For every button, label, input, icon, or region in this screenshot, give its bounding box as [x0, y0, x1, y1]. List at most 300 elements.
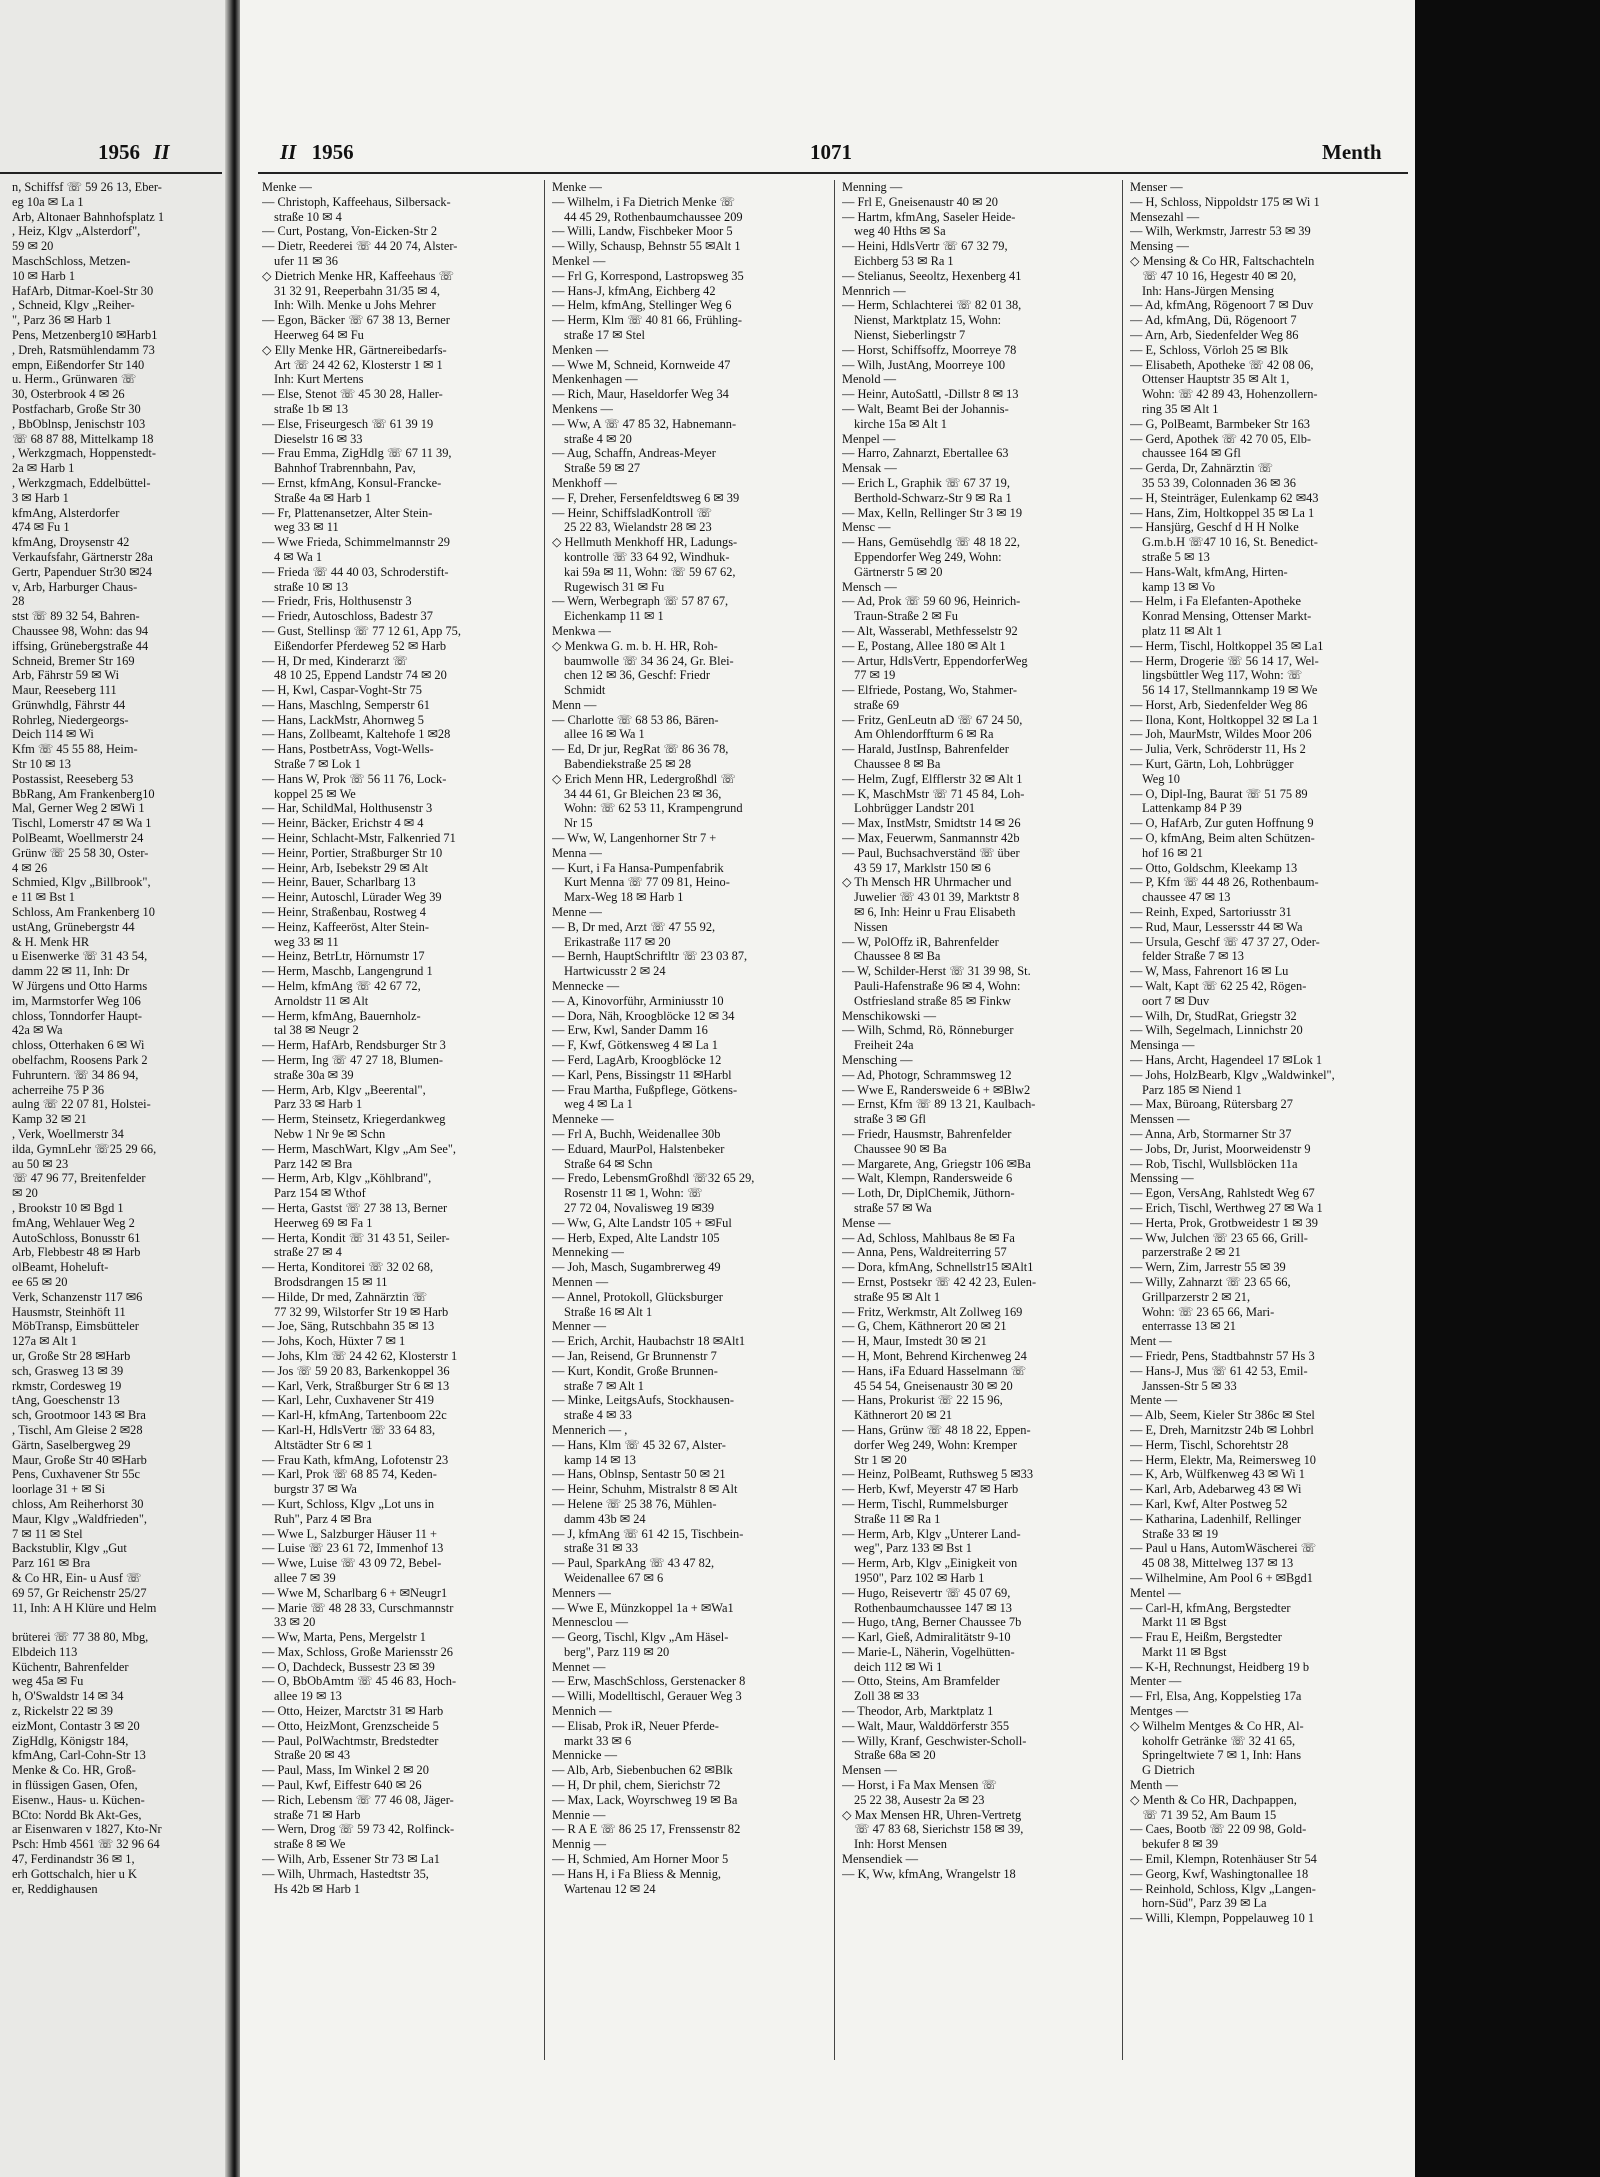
directory-entry-line: kfmAng, Droysenstr 42: [12, 535, 130, 550]
directory-entry-line: — Helm, kfmAng ☏ 42 67 72,: [262, 979, 421, 994]
directory-entry-line: Altstädter Str 6 ✉ 1: [274, 1437, 373, 1452]
directory-entry-line: — Fritz, GenLeutn aD ☏ 67 24 50,: [842, 712, 1023, 727]
directory-entry-line: Gertr, Papenduer Str30 ✉24: [12, 564, 152, 579]
directory-entry-line: chloss, Am Reiherhorst 30: [12, 1496, 144, 1511]
directory-entry-line: Menkhoff —: [552, 475, 617, 490]
directory-entry-line: koholfr Getränke ☏ 32 41 65,: [1142, 1733, 1296, 1748]
directory-entry-line: Menth —: [1130, 1778, 1178, 1793]
directory-entry-line: — Alb, Arb, Siebenbuchen 62 ✉Blk: [552, 1763, 733, 1778]
directory-entry-line: — Reinhold, Schloss, Klgv „Langen-: [1130, 1881, 1316, 1896]
directory-entry-line: — Herm, Schlachterei ☏ 82 01 38,: [842, 298, 1022, 313]
directory-entry-line: Inh: Horst Mensen: [854, 1837, 947, 1852]
directory-entry-line: — Annel, Protokoll, Glücksburger: [552, 1289, 723, 1304]
directory-entry-line: Eisenw., Haus- u. Küchen-: [12, 1792, 145, 1807]
directory-entry-line: — Heinr, Autoschl, Lürader Weg 39: [262, 890, 442, 905]
directory-entry-line: ◇ Erich Menn HR, Ledergroßhdl ☏: [552, 771, 736, 786]
directory-entry-line: — Egon, VersAng, Rahlstedt Weg 67: [1130, 1186, 1315, 1201]
directory-entry-line: 127a ✉ Alt 1: [12, 1334, 78, 1349]
directory-entry-line: — Paul, PolWachtmstr, Bredstedter: [262, 1733, 439, 1748]
directory-entry-line: Deich 114 ✉ Wi: [12, 727, 94, 742]
directory-entry-line: Mensinga —: [1130, 1038, 1195, 1053]
directory-entry-line: 4 ✉ Wa 1: [274, 549, 323, 564]
directory-entry-line: kirche 15a ✉ Alt 1: [854, 416, 947, 431]
directory-entry-line: — Heinz, PolBeamt, Ruthsweg 5 ✉33: [842, 1467, 1034, 1482]
directory-entry-line: — Artur, HdlsVertr, EppendorferWeg: [842, 653, 1028, 668]
directory-entry-line: 25 22 83, Wielandstr 28 ✉ 23: [564, 520, 712, 535]
directory-entry-line: — Herta, Prok, Grotbweidestr 1 ✉ 39: [1130, 1215, 1318, 1230]
directory-entry-line: 28: [12, 594, 25, 609]
directory-entry-line: Grünw ☏ 25 58 30, Oster-: [12, 845, 149, 860]
directory-entry-line: Babendiekstraße 25 ✉ 28: [564, 757, 692, 772]
directory-entry-line: hof 16 ✉ 21: [1142, 845, 1203, 860]
directory-entry-line: — P, Kfm ☏ 44 48 26, Rothenbaum-: [1130, 875, 1319, 890]
directory-entry-line: 34 44 61, Gr Bleichen 23 ✉ 36,: [564, 786, 722, 801]
directory-entry-line: — E, Dreh, Marnitzstr 24b ✉ Lohbrl: [1130, 1422, 1314, 1437]
directory-entry-line: , Werkzgmach, Eddelbüttel-: [12, 475, 151, 490]
directory-entry-line: — Margarete, Ang, Griegstr 106 ✉Ba: [842, 1156, 1031, 1171]
directory-entry-line: Pens, Metzenberg10 ✉Harb1: [12, 327, 158, 342]
directory-entry-line: weg 33 ✉ 11: [274, 520, 339, 535]
directory-entry-line: — Wilh, Segelmach, Linnichstr 20: [1130, 1023, 1303, 1038]
directory-entry-line: straße 30a ✉ 39: [274, 1067, 354, 1082]
directory-entry-line: Wartenau 12 ✉ 24: [564, 1881, 656, 1896]
directory-entry-line: — Herm, Arb, Klgv „Köhlbrand",: [262, 1171, 432, 1186]
directory-entry-line: — Herb, Exped, Alte Landstr 105: [552, 1230, 720, 1245]
directory-entry-line: Janssen-Str 5 ✉ 33: [1142, 1378, 1237, 1393]
directory-entry-line: — Max, Kelln, Rellinger Str 3 ✉ 19: [842, 505, 1023, 520]
directory-entry-line: Lattenkamp 84 P 39: [1142, 801, 1242, 816]
directory-entry-line: Mensen —: [842, 1763, 897, 1778]
directory-entry-line: Menkel —: [552, 253, 606, 268]
directory-entry-line: straße 27 ✉ 4: [274, 1245, 342, 1260]
directory-entry-line: — W, Mass, Fahrenort 16 ✉ Lu: [1130, 964, 1289, 979]
directory-entry-line: Rugewisch 31 ✉ Fu: [564, 579, 665, 594]
directory-entry-line: Menser —: [1130, 180, 1183, 194]
directory-entry-line: ◇ Max Mensen HR, Uhren-Vertretg: [842, 1807, 1022, 1822]
directory-entry-line: straße 17 ✉ Stel: [564, 327, 645, 342]
directory-entry-line: — Frl A, Buchh, Weidenallee 30b: [552, 1127, 721, 1141]
directory-entry-line: — Horst, Arb, Siedenfelder Weg 86: [1130, 697, 1308, 712]
directory-entry-line: au 50 ✉ 23: [12, 1156, 69, 1171]
directory-entry-line: Heerweg 69 ✉ Fa 1: [274, 1215, 373, 1230]
directory-entry-line: Eichberg 53 ✉ Ra 1: [854, 253, 954, 268]
directory-entry-line: Menkens —: [552, 401, 613, 416]
right-header-roman: II: [280, 140, 297, 164]
directory-entry-line: — Hans-J, Mus ☏ 61 42 53, Emil-: [1130, 1363, 1308, 1378]
directory-entry-line: 33 ✉ 20: [274, 1615, 316, 1630]
directory-entry-line: — Johs, Koch, Hüxter 7 ✉ 1: [262, 1334, 406, 1349]
directory-entry-line: Gärtn, Saselbergweg 29: [12, 1437, 131, 1452]
directory-entry-line: — Ad, kfmAng, Dü, Rögenoort 7: [1130, 313, 1297, 328]
directory-entry-line: — Minke, LeitgsAufs, Stockhausen-: [552, 1393, 735, 1408]
directory-entry-line: — A, Kinovorführ, Arminiusstr 10: [552, 993, 724, 1008]
directory-entry-line: — Otto, HeizMont, Grenzscheide 5: [262, 1718, 439, 1733]
directory-entry-line: weg 45a ✉ Fu: [12, 1674, 84, 1689]
directory-entry-line: — Willy, Kranf, Geschwister-Scholl-: [842, 1733, 1027, 1748]
directory-entry-line: ur, Große Str 28 ✉Harb: [12, 1348, 131, 1363]
directory-entry-line: — Frl, Elsa, Ang, Koppelstieg 17a: [1130, 1689, 1302, 1704]
directory-entry-line: ee 65 ✉ 20: [12, 1274, 68, 1289]
directory-entry-line: — Hans, Maschlng, Semperstr 61: [262, 697, 430, 712]
directory-entry-line: Zoll 38 ✉ 33: [854, 1689, 920, 1704]
directory-entry-line: enterrasse 13 ✉ 21: [1142, 1319, 1236, 1334]
directory-entry-line: — W, Schilder-Herst ☏ 31 39 98, St.: [842, 964, 1031, 979]
directory-entry-line: — Bernh, HauptSchriftltr ☏ 23 03 87,: [552, 949, 748, 964]
directory-entry-line: Freiheit 24a: [854, 1038, 914, 1053]
directory-entry-line: Gärtnerstr 5 ✉ 20: [854, 564, 943, 579]
directory-entry-line: Chaussee 98, Wohn: das 94: [12, 623, 149, 638]
directory-entry-line: Arb, Altonaer Bahnhofsplatz 1: [12, 209, 165, 224]
directory-entry-line: — Karl, Gieß, Admiralitätstr 9-10: [842, 1630, 1011, 1645]
directory-entry-line: — F, Dreher, Fersenfeldtsweg 6 ✉ 39: [552, 490, 740, 505]
directory-entry-line: Menne —: [552, 905, 602, 920]
directory-entry-line: bekufer 8 ✉ 39: [1142, 1837, 1219, 1852]
directory-entry-line: Am Ohlendorffturm 6 ✉ Ra: [854, 727, 994, 742]
directory-entry-line: — Horst, i Fa Max Mensen ☏: [842, 1778, 997, 1793]
directory-entry-line: — K-H, Rechnungst, Heidberg 19 b: [1130, 1659, 1310, 1674]
directory-entry-line: — Julia, Verk, Schröderstr 11, Hs 2: [1130, 742, 1306, 757]
directory-entry-line: — Wilh, Dr, StudRat, Griegstr 32: [1130, 1008, 1297, 1023]
directory-entry-line: Inh: Kurt Mertens: [274, 372, 364, 387]
directory-entry-line: — Otto, Goldschm, Kleekamp 13: [1130, 860, 1298, 875]
directory-entry-line: 4 ✉ 26: [12, 860, 48, 875]
directory-entry-line: erh Gottschalch, hier u K: [12, 1866, 137, 1881]
directory-entry-line: 59 ✉ 20: [12, 239, 54, 254]
directory-entry-line: Bahnhof Trabrennbahn, Pav,: [274, 461, 416, 476]
directory-entry-line: Juwelier ☏ 43 01 39, Marktstr 8: [854, 890, 1020, 905]
directory-entry-line: Berthold-Schwarz-Str 9 ✉ Ra 1: [854, 490, 1012, 505]
directory-entry-line: markt 33 ✉ 6: [564, 1733, 632, 1748]
directory-entry-line: & H. Menk HR: [12, 934, 90, 949]
directory-entry-line: fmAng, Wehlauer Weg 2: [12, 1215, 135, 1230]
directory-entry-line: Chaussee 8 ✉ Ba: [854, 949, 941, 964]
directory-entry-line: — Heinr, Schlacht-Mstr, Falkenried 71: [262, 831, 456, 846]
directory-entry-line: — Hans, Zollbeamt, Kaltehofe 1 ✉28: [262, 727, 451, 742]
directory-entry-line: — K, MaschMstr ☏ 71 45 84, Loh-: [842, 786, 1025, 801]
directory-entry-line: — Max, Lack, Woyrschweg 19 ✉ Ba: [552, 1792, 738, 1807]
directory-entry-line: Menke & Co. HR, Groß-: [12, 1763, 136, 1778]
directory-entry-line: — G, PolBeamt, Barmbeker Str 163: [1130, 416, 1310, 431]
directory-entry-line: loorlage 31 + ✉ Si: [12, 1482, 106, 1497]
directory-entry-line: ☏ 68 87 88, Mittelkamp 18: [12, 431, 154, 446]
directory-entry-line: — Katharina, Ladenhilf, Rellinger: [1130, 1511, 1302, 1526]
directory-entry-line: — Fr, Plattenansetzer, Alter Stein-: [262, 505, 433, 520]
directory-entry-line: — Ww, W, Langenhorner Str 7 +: [552, 831, 717, 846]
directory-entry-line: Mennet —: [552, 1659, 606, 1674]
directory-entry-line: , Schneid, Klgv „Reiher-: [12, 298, 135, 313]
directory-entry-line: brüterei ☏ 77 38 80, Mbg,: [12, 1630, 149, 1645]
directory-entry-line: — Wwe L, Salzburger Häuser 11 +: [262, 1526, 438, 1541]
directory-entry-line: damm 22 ✉ 11, Inh: Dr: [12, 964, 130, 979]
directory-entry-line: — Wwe E, Randersweide 6 + ✉Blw2: [842, 1082, 1031, 1097]
directory-entry-line: — Ed, Dr jur, RegRat ☏ 86 36 78,: [552, 742, 729, 757]
directory-entry-line: Straße 11 ✉ Ra 1: [854, 1511, 941, 1526]
directory-entry-line: — Ernst, kfmAng, Konsul-Francke-: [262, 475, 442, 490]
directory-entry-line: chaussee 47 ✉ 13: [1142, 890, 1231, 905]
directory-entry-line: — Egon, Bäcker ☏ 67 38 13, Berner: [262, 313, 450, 328]
directory-entry-line: — O, BbObAmtm ☏ 45 46 83, Hoch-: [262, 1674, 457, 1689]
directory-entry-line: dorfer Weg 249, Wohn: Kremper: [854, 1437, 1018, 1452]
directory-entry-line: Menna —: [552, 845, 602, 860]
directory-entry-line: 42a ✉ Wa: [12, 1023, 63, 1038]
directory-entry-line: — Frl E, Gneisenaustr 40 ✉ 20: [842, 194, 998, 209]
directory-entry-line: in flüssigen Gasen, Ofen,: [12, 1778, 138, 1793]
directory-entry-line: — Wern, Zim, Jarrestr 55 ✉ 39: [1130, 1260, 1286, 1275]
directory-entry-line: Erikastraße 117 ✉ 20: [564, 934, 671, 949]
directory-entry-line: 11, Inh: A H Klüre und Helm: [12, 1600, 157, 1615]
directory-entry-line: straße 10 ✉ 4: [274, 209, 342, 224]
directory-entry-line: — Hans, Grünw ☏ 48 18 22, Eppen-: [842, 1422, 1031, 1437]
directory-entry-line: Mennerich — ,: [552, 1422, 628, 1437]
directory-entry-line: — Arn, Arb, Siedenfelder Weg 86: [1130, 327, 1299, 342]
directory-entry-line: , Dreh, Ratsmühlendamm 73: [12, 342, 155, 357]
directory-entry-line: 45 54 54, Gneisenaustr 30 ✉ 20: [854, 1378, 1013, 1393]
directory-entry-line: straße 7 ✉ Alt 1: [564, 1378, 644, 1393]
directory-entry-line: Art ☏ 24 42 62, Klosterstr 1 ✉ 1: [274, 357, 443, 372]
directory-entry-line: — Max, InstMstr, Smidtstr 14 ✉ 26: [842, 816, 1021, 831]
directory-entry-line: — Erich, Tischl, Werthweg 27 ✉ Wa 1: [1130, 1200, 1323, 1215]
directory-entry-line: 56 14 17, Stellmannkamp 19 ✉ We: [1142, 683, 1318, 698]
directory-entry-line: — Gust, Stellinsp ☏ 77 12 61, App 75,: [262, 623, 461, 638]
directory-entry-line: Mennich —: [552, 1704, 612, 1719]
directory-entry-line: — Jan, Reisend, Gr Brunnenstr 7: [552, 1348, 717, 1363]
directory-entry-line: Arnoldstr 11 ✉ Alt: [274, 993, 369, 1008]
directory-entry-line: — Ad, Photogr, Schrammsweg 12: [842, 1067, 1012, 1082]
directory-entry-line: — Frau Martha, Fußpflege, Götkens-: [552, 1082, 738, 1097]
directory-entry-line: Psch: Hmb 4561 ☏ 32 96 64: [12, 1837, 160, 1852]
directory-entry-line: — K, Ww, kfmAng, Wrangelstr 18: [842, 1866, 1016, 1881]
directory-entry-line: — Hugo, Reisevertr ☏ 45 07 69,: [842, 1585, 1011, 1600]
directory-entry-line: Nr 15: [564, 816, 593, 831]
directory-entry-line: straße 10 ✉ 13: [274, 579, 349, 594]
directory-entry-line: — Hartm, kfmAng, Saseler Heide-: [842, 209, 1016, 224]
directory-entry-line: Inh: Hans-Jürgen Mensing: [1142, 283, 1274, 298]
directory-entry-line: — Herm, Arb, Klgv „Unterer Land-: [842, 1526, 1021, 1541]
directory-entry-line: 77 ✉ 19: [854, 668, 896, 683]
directory-entry-line: — Ernst, Kfm ☏ 89 13 21, Kaulbach-: [842, 1097, 1036, 1112]
directory-entry-line: & Co HR, Ein- u Ausf ☏: [12, 1570, 142, 1585]
directory-entry-line: — Kurt, Gärtn, Loh, Lohbrügger: [1130, 757, 1294, 772]
left-page-header: [98, 140, 170, 165]
directory-entry-line: Mennecke —: [552, 979, 620, 994]
directory-entry-line: — Friedr, Autoschloss, Badestr 37: [262, 609, 433, 624]
directory-entry-line: AutoSchloss, Bonusstr 61: [12, 1230, 141, 1245]
page-number: 1071: [810, 140, 852, 164]
directory-entry-line: koppel 25 ✉ We: [274, 786, 356, 801]
directory-entry-line: — Christoph, Kaffeehaus, Silbersack-: [262, 194, 451, 209]
directory-entry-line: — Frieda ☏ 44 40 03, Schroderstift-: [262, 564, 449, 579]
directory-entry-line: — H, Maur, Imstedt 30 ✉ 21: [842, 1334, 987, 1349]
directory-entry-line: burgstr 37 ✉ Wa: [274, 1482, 357, 1497]
directory-entry-line: ustAng, Grünebergstr 44: [12, 919, 135, 934]
directory-entry-line: — Willy, Zahnarzt ☏ 23 65 66,: [1130, 1274, 1291, 1289]
directory-entry-line: — Joh, Masch, Sugambrerweg 49: [552, 1260, 721, 1275]
directory-entry-line: — Ad, Schloss, Mahlbaus 8e ✉ Fa: [842, 1230, 1015, 1245]
right-header-rule: [258, 172, 1408, 174]
directory-entry-line: Str 10 ✉ 13: [12, 757, 71, 772]
directory-entry-line: ◇ Menth & Co HR, Dachpappen,: [1130, 1792, 1297, 1807]
directory-entry-line: — Paul, Kwf, Eiffestr 640 ✉ 26: [262, 1778, 422, 1793]
directory-entry-line: Maur, Große Str 40 ✉Harb: [12, 1452, 147, 1467]
directory-entry-line: parzerstraße 2 ✉ 21: [1142, 1245, 1241, 1260]
directory-entry-line: — Helm, Zugf, Elfflerstr 32 ✉ Alt 1: [842, 771, 1023, 786]
directory-entry-line: — Ad, kfmAng, Rögenoort 7 ✉ Duv: [1130, 298, 1314, 313]
directory-entry-line: Menn —: [552, 697, 597, 712]
directory-entry-line: — Wwe Frieda, Schimmelmannstr 29: [262, 535, 451, 550]
directory-entry-line: Tischl, Lomerstr 47 ✉ Wa 1: [12, 816, 152, 831]
directory-entry-line: tAng, Goeschenstr 13: [12, 1393, 120, 1408]
directory-entry-line: — Willy, Schausp, Behnstr 55 ✉Alt 1: [552, 239, 741, 254]
directory-column-1: [262, 180, 530, 1896]
directory-entry-line: straße 4 ✉ 33: [564, 1408, 632, 1423]
directory-entry-line: Arb, Flebbestr 48 ✉ Harb: [12, 1245, 141, 1260]
directory-entry-line: Mennesclou —: [552, 1615, 629, 1630]
directory-entry-line: — Wilhelm, i Fa Dietrich Menke ☏: [552, 194, 736, 209]
directory-entry-line: Straße 20 ✉ 43: [274, 1748, 351, 1763]
directory-column-3: [842, 180, 1110, 1882]
directory-entry-line: — Erw, Kwl, Sander Damm 16: [552, 1023, 708, 1038]
left-header-roman: II: [153, 140, 170, 164]
directory-entry-line: 45 08 38, Mittelweg 137 ✉ 13: [1142, 1556, 1294, 1571]
directory-entry-line: chloss, Tonndorfer Haupt-: [12, 1008, 143, 1023]
directory-entry-line: Lohbrügger Landstr 201: [854, 801, 976, 816]
directory-entry-line: Schneid, Bremer Str 169: [12, 653, 135, 668]
directory-entry-line: — Heinr, SchiffsladKontroll ☏: [552, 505, 712, 520]
directory-entry-line: — H, Steinträger, Eulenkamp 62 ✉43: [1130, 490, 1319, 505]
directory-entry-line: — Herm, Drogerie ☏ 56 14 17, Wel-: [1130, 653, 1319, 668]
directory-entry-line: weg", Parz 133 ✉ Bst 1: [854, 1541, 972, 1556]
directory-entry-line: ☏ 71 39 52, Am Baum 15: [1142, 1807, 1277, 1822]
directory-entry-line: acherreihe 75 P 36: [12, 1082, 105, 1097]
directory-entry-line: — Ww, A ☏ 47 85 32, Habnemann-: [552, 416, 737, 431]
directory-entry-line: — Karl, Lehr, Cuxhavener Str 419: [262, 1393, 434, 1408]
directory-entry-line: — E, Schloss, Vörloh 25 ✉ Blk: [1130, 342, 1289, 357]
directory-entry-line: Nienst, Marktplatz 15, Wohn:: [854, 313, 1002, 328]
directory-entry-line: — Helm, kfmAng, Stellinger Weg 6: [552, 298, 732, 313]
directory-entry-line: — Walt, Kapt ☏ 62 25 42, Rögen-: [1130, 979, 1307, 994]
directory-entry-line: — Frau Kath, kfmAng, Lofotenstr 23: [262, 1452, 449, 1467]
directory-entry-line: Springeltwiete 7 ✉ 1, Inh: Hans: [1142, 1748, 1302, 1763]
directory-entry-line: — Elfriede, Postang, Wo, Stahmer-: [842, 683, 1018, 698]
directory-entry-line: ilda, GymnLehr ☏25 29 66,: [12, 1141, 157, 1156]
directory-entry-line: Straße 7 ✉ Lok 1: [274, 757, 361, 772]
directory-entry-line: Menpel —: [842, 431, 896, 446]
directory-entry-line: — Herm, Arb, Klgv „Beerental",: [262, 1082, 426, 1097]
directory-entry-line: baumwolle ☏ 34 36 24, Gr. Blei-: [564, 653, 734, 668]
directory-entry-line: stst ☏ 89 32 54, Bahren-: [12, 609, 140, 624]
directory-entry-line: , Verk, Woellmerstr 34: [12, 1127, 124, 1141]
directory-entry-line: — Frau E, Heißm, Bergstedter: [1130, 1630, 1282, 1645]
directory-entry-line: berg", Parz 119 ✉ 20: [564, 1644, 670, 1659]
left-header-rule: [0, 172, 222, 174]
directory-entry-line: — Joe, Säng, Rutschbahn 35 ✉ 13: [262, 1319, 435, 1334]
directory-entry-line: Mennig —: [552, 1837, 607, 1852]
directory-entry-line: lingsbüttler Weg 117, Wohn: ☏: [1142, 668, 1303, 683]
directory-entry-line: — Charlotte ☏ 68 53 86, Bären-: [552, 712, 719, 727]
directory-entry-line: — Karl, Pens, Bissingstr 11 ✉Harbl: [552, 1067, 732, 1082]
directory-entry-line: e 11 ✉ Bst 1: [12, 890, 75, 905]
directory-entry-line: kamp 13 ✉ Vo: [1142, 579, 1215, 594]
directory-entry-line: Rohrleg, Niedergeorgs-: [12, 712, 129, 727]
directory-entry-line: — Ilona, Kont, Holtkoppel 32 ✉ La 1: [1130, 712, 1319, 727]
directory-entry-line: 31 32 91, Reeperbahn 31/35 ✉ 4,: [274, 283, 440, 298]
directory-entry-line: — Ernst, Postsekr ☏ 42 42 23, Eulen-: [842, 1274, 1037, 1289]
directory-entry-line: — Marie ☏ 48 28 33, Curschmannstr: [262, 1600, 454, 1615]
directory-entry-line: Hartwicusstr 2 ✉ 24: [564, 964, 666, 979]
directory-entry-line: — Wern, Werbegraph ☏ 57 87 67,: [552, 594, 729, 609]
directory-entry-line: — Herta, Konditorei ☏ 32 02 68,: [262, 1260, 434, 1275]
directory-entry-line: — Otto, Steins, Am Bramfelder: [842, 1674, 1000, 1689]
directory-entry-line: ◇ Hellmuth Menkhoff HR, Ladungs-: [552, 535, 738, 550]
directory-entry-line: — Herm, Steinsetz, Kriegerdankweg: [262, 1112, 446, 1127]
directory-entry-line: — Hans W, Prok ☏ 56 11 76, Lock-: [262, 771, 447, 786]
directory-entry-line: obelfachm, Roosens Park 2: [12, 1053, 148, 1068]
directory-entry-line: — Willi, Klempn, Poppelauweg 10 1: [1130, 1911, 1315, 1926]
directory-entry-line: — Heinr, Arb, Isebekstr 29 ✉ Alt: [262, 860, 429, 875]
directory-entry-line: Mense —: [842, 1215, 891, 1230]
directory-entry-line: Postfacharb, Große Str 30: [12, 401, 141, 416]
directory-entry-line: ◇ Th Mensch HR Uhrmacher und: [842, 875, 1012, 890]
directory-entry-line: — Caes, Bootb ☏ 22 09 98, Gold-: [1130, 1822, 1307, 1837]
directory-entry-line: chaussee 164 ✉ Gfl: [1142, 446, 1241, 461]
directory-entry-line: — Wwe E, Münzkoppel 1a + ✉Wa1: [552, 1600, 734, 1615]
directory-entry-line: — Wilh, Schmd, Rö, Rönneburger: [842, 1023, 1014, 1038]
directory-entry-line: — Wilh, JustAng, Moorreye 100: [842, 357, 1006, 372]
directory-entry-line: Menke —: [262, 180, 312, 194]
directory-entry-line: Menschikowski —: [842, 1008, 936, 1023]
directory-entry-line: — Frl G, Korrespond, Lastropsweg 35: [552, 268, 744, 283]
directory-entry-line: , Brookstr 10 ✉ Bgd 1: [12, 1200, 124, 1215]
directory-entry-line: PolBeamt, Woellmerstr 24: [12, 831, 144, 846]
directory-entry-line: — Hans, Oblnsp, Sentastr 50 ✉ 21: [552, 1467, 726, 1482]
directory-entry-line: Wohn: ☏ 42 89 43, Hohenzollern-: [1142, 387, 1318, 402]
directory-entry-line: Mentel —: [1130, 1585, 1181, 1600]
left-page: [0, 0, 235, 2177]
directory-entry-line: n, Schiffsf ☏ 59 26 13, Eber-: [12, 180, 162, 194]
directory-entry-line: — Herta, Kondit ☏ 31 43 51, Seiler-: [262, 1230, 450, 1245]
directory-entry-line: allee 16 ✉ Wa 1: [564, 727, 645, 742]
directory-entry-line: Straße 4a ✉ Harb 1: [274, 490, 372, 505]
directory-entry-line: — Heinr, AutoSattl, -Dillstr 8 ✉ 13: [842, 387, 1019, 402]
directory-entry-line: 3 ✉ Harb 1: [12, 490, 69, 505]
directory-entry-line: — Herm, Tischl, Schorehtstr 28: [1130, 1437, 1289, 1452]
directory-entry-line: u. Herm., Grünwaren ☏: [12, 372, 137, 387]
directory-entry-line: — E, Postang, Allee 180 ✉ Alt 1: [842, 638, 1006, 653]
left-header-year: 1956: [98, 140, 140, 164]
scan-border: [1415, 0, 1600, 2177]
directory-entry-line: Ruh", Parz 4 ✉ Bra: [274, 1511, 372, 1526]
directory-entry-line: — Walt, Klempn, Randersweide 6: [842, 1171, 1013, 1186]
column-divider: [834, 180, 835, 2060]
directory-entry-line: — H, Dr med, Kinderarzt ☏: [262, 653, 408, 668]
directory-entry-line: Pauli-Hafenstraße 96 ✉ 4, Wohn:: [854, 979, 1021, 994]
directory-entry-line: — Erw, MaschSchloss, Gerstenacker 8: [552, 1674, 746, 1689]
directory-entry-line: — Karl-H, kfmAng, Tartenboom 22c: [262, 1408, 447, 1423]
directory-entry-line: G.m.b.H ☏47 10 16, St. Benedict-: [1142, 535, 1318, 550]
directory-entry-line: — Heinz, Kaffeeröst, Alter Stein-: [262, 919, 429, 934]
directory-entry-line: sch, Grasweg 13 ✉ 39: [12, 1363, 124, 1378]
directory-entry-line: 25 22 38, Ausestr 2a ✉ 23: [854, 1792, 985, 1807]
directory-entry-line: Menke —: [552, 180, 602, 194]
directory-entry-line: straße 71 ✉ Harb: [274, 1807, 361, 1822]
directory-entry-line: — Max, Schloss, Große Mariensstr 26: [262, 1644, 454, 1659]
directory-entry-line: straße 5 ✉ 13: [1142, 549, 1210, 564]
directory-entry-line: straße 1b ✉ 13: [274, 401, 349, 416]
directory-entry-line: — Horst, Schiffsoffz, Moorreye 78: [842, 342, 1017, 357]
directory-entry-line: — Frau Emma, ZigHdlg ☏ 67 11 39,: [262, 446, 452, 461]
directory-entry-line: — Gerd, Apothek ☏ 42 70 05, Elb-: [1130, 431, 1312, 446]
directory-entry-line: ✉ 6, Inh: Heinr u Frau Elisabeth: [854, 905, 1016, 920]
